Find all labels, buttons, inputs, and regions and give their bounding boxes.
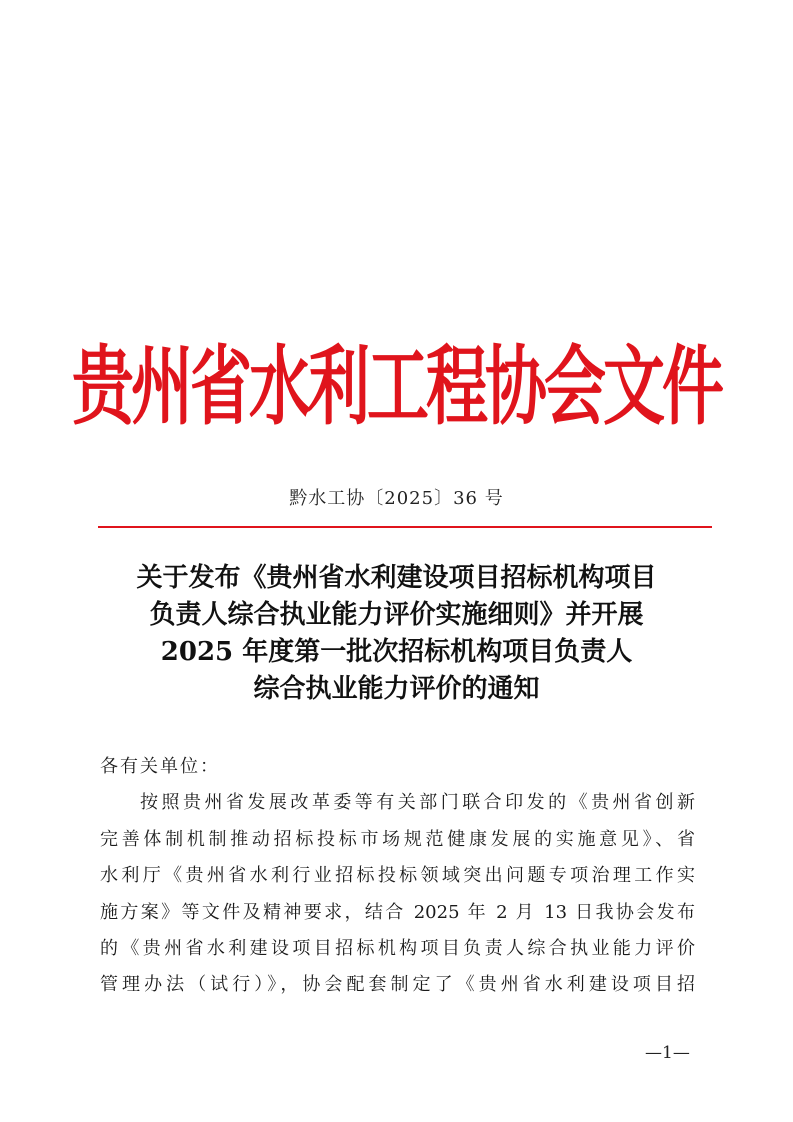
- notice-title-line: 关于发布《贵州省水利建设项目招标机构项目: [136, 563, 657, 593]
- body-text-line: 施方案》等文件及精神要求，结合 2025 年 2 月 13 日我协会发布: [100, 902, 695, 923]
- notice-title-line: 负责人综合执业能力评价实施细则》并开展: [149, 600, 644, 630]
- body-text-line: 完善体制机制推动招标投标市场规范健康发展的实施意见》、省: [100, 829, 695, 850]
- notice-title-line: 综合执业能力评价的通知: [253, 674, 540, 704]
- page-number: —1—: [645, 1043, 690, 1063]
- body-text-line: 管理办法（试行）》，协会配套制定了《贵州省水利建设项目招: [100, 974, 695, 995]
- document-number: 黔水工协〔2025〕36 号: [289, 488, 504, 509]
- body-text-line: 的《贵州省水利建设项目招标机构项目负责人综合执业能力评价: [100, 938, 695, 959]
- salutation: 各有关单位：: [100, 756, 220, 777]
- body-text-line: 按照贵州省发展改革委等有关部门联合印发的《贵州省创新: [140, 792, 695, 813]
- notice-title-line: 2025 年度第一批次招标机构项目负责人: [160, 637, 633, 667]
- body-text-line: 水利厅《贵州省水利行业招标投标领域突出问题专项治理工作实: [100, 865, 695, 886]
- red-divider-line: [98, 526, 712, 528]
- issuing-organization-header: 贵州省水利工程协会文件: [71, 335, 721, 437]
- notice-title: [60, 560, 733, 708]
